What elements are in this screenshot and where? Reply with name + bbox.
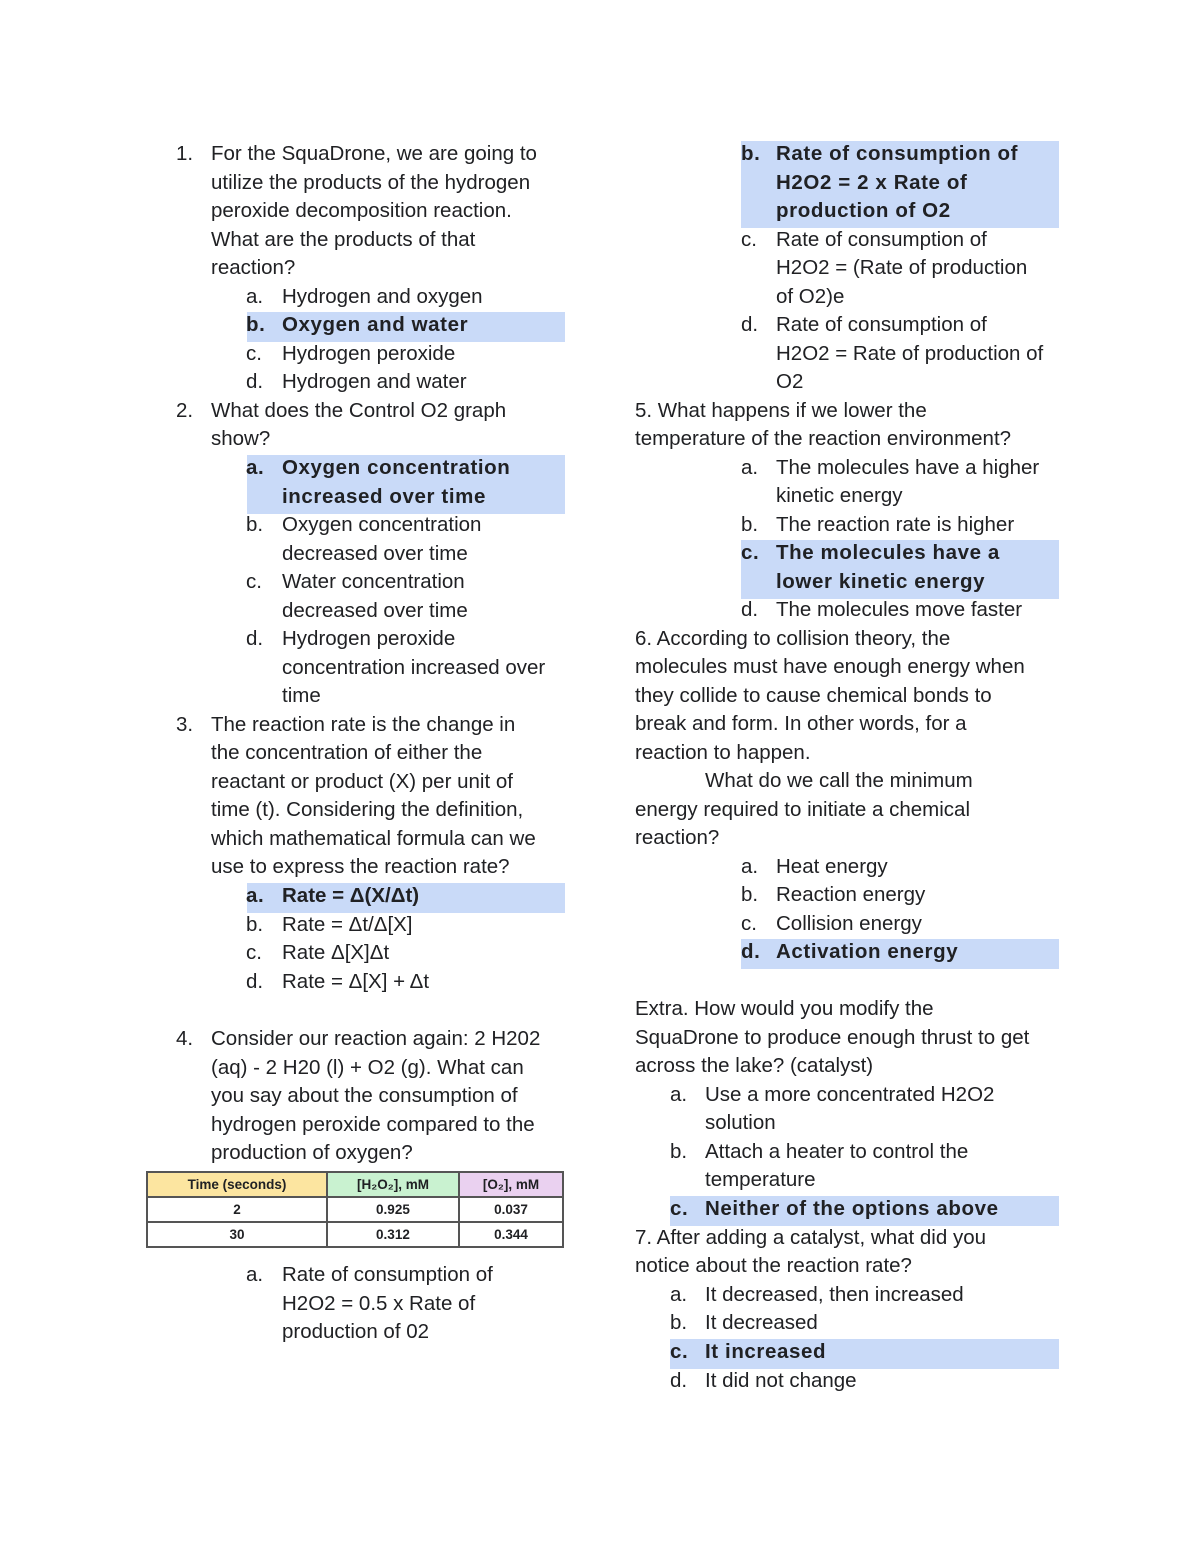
option-text: decreased over time (282, 541, 468, 565)
option-letter: b. (246, 513, 264, 536)
table-cell: 0.925 (327, 1197, 459, 1222)
question-4-text: hydrogen peroxide compared to the (211, 1112, 535, 1136)
extra-question-text: across the lake? (catalyst) (635, 1054, 874, 1077)
option-letter: b. (670, 1139, 688, 1163)
option-text: Water concentration (282, 570, 465, 593)
question-2-number: 2. (176, 398, 194, 422)
question-6-text: break and form. In other words, for a (635, 712, 967, 735)
option-text: Hydrogen peroxide (282, 627, 456, 650)
option-letter: d. (741, 598, 759, 621)
option-letter: b. (246, 912, 264, 936)
option-text: of O2)e (776, 284, 845, 308)
question-5-text: temperature of the reaction environment? (635, 427, 1012, 450)
question-4-text: Consider our reaction again: 2 H202 (211, 1027, 541, 1050)
correct-answer-text: Activation energy (776, 940, 959, 963)
option-letter: b. (670, 1311, 688, 1334)
option-letter: c. (670, 1197, 689, 1220)
option-letter: a. (246, 1263, 264, 1286)
question-3-text: which mathematical formula can we (211, 826, 536, 850)
question-7-text: 7. After adding a catalyst, what did you (635, 1225, 986, 1249)
option-text: Collision energy (776, 911, 922, 935)
option-text: production of 02 (282, 1320, 430, 1343)
option-text: time (282, 684, 321, 707)
option-letter: d. (741, 940, 761, 963)
option-text: Hydrogen and water (282, 370, 467, 393)
correct-answer-text: Rate of consumption of (776, 142, 1019, 165)
option-letter: a. (246, 456, 265, 479)
option-text: kinetic energy (776, 484, 903, 507)
question-4-text: you say about the consumption of (211, 1084, 518, 1107)
option-letter: a. (670, 1282, 688, 1306)
option-text: It did not change (705, 1368, 857, 1392)
correct-answer-text: Oxygen concentration (282, 456, 511, 479)
option-text: Rate Δ[X]Δt (282, 941, 390, 964)
question-3-text: time (t). Considering the definition, (211, 798, 524, 821)
option-letter: a. (670, 1082, 688, 1106)
option-text: concentration increased over (282, 655, 546, 679)
option-letter: a. (741, 854, 759, 878)
question-4-text: (aq) - 2 H20 (l) + O2 (g). What can (211, 1055, 524, 1079)
correct-answer-text: Oxygen and water (282, 313, 469, 336)
option-letter: d. (246, 627, 264, 650)
question-1-text: utilize the products of the hydrogen (211, 170, 531, 194)
question-5-text: 5. What happens if we lower the (635, 398, 927, 422)
option-text: The molecules move faster (776, 598, 1023, 621)
option-text: Rate = Δ[X] + Δt (282, 969, 430, 993)
option-letter: a. (246, 284, 264, 308)
option-letter: d. (246, 370, 264, 393)
option-text: solution (705, 1111, 776, 1134)
correct-answer-text: production of O2 (776, 199, 951, 222)
option-letter: a. (741, 455, 759, 479)
extra-question-text: SquaDrone to produce enough thrust to get (635, 1025, 1030, 1049)
question-7-text: notice about the reaction rate? (635, 1254, 912, 1277)
question-1-number: 1. (176, 142, 194, 165)
question-3-text: reactant or product (X) per unit of (211, 769, 513, 793)
question-6-text: 6. According to collision theory, the (635, 626, 951, 650)
extra-question-text: Extra. How would you modify the (635, 997, 934, 1020)
table-header-row (147, 1172, 563, 1197)
option-text: H2O2 = 0.5 x Rate of (282, 1291, 476, 1315)
option-letter: c. (741, 227, 757, 251)
option-letter: d. (741, 313, 759, 336)
option-letter: c. (246, 570, 262, 593)
option-text: decreased over time (282, 598, 468, 622)
table-row (147, 1197, 563, 1222)
question-6-text: reaction to happen. (635, 740, 811, 764)
question-4-number: 4. (176, 1027, 194, 1050)
correct-answer-text: The molecules have a (776, 541, 1000, 564)
option-text: Attach a heater to control the (705, 1139, 969, 1163)
question-6-prompt: reaction? (635, 826, 720, 849)
concentration-data-table (146, 1171, 564, 1248)
option-text: H2O2 = Rate of production of (776, 341, 1044, 365)
option-text: O2 (776, 370, 804, 393)
option-text: Use a more concentrated H2O2 (705, 1082, 995, 1106)
option-text: The molecules have a higher (776, 455, 1040, 479)
option-text: Hydrogen and oxygen (282, 284, 483, 308)
table-header-time: Time (seconds) (147, 1172, 327, 1197)
question-3-text: the concentration of either the (211, 741, 483, 764)
question-3-text: The reaction rate is the change in (211, 712, 516, 736)
question-2-text: What does the Control O2 graph (211, 398, 507, 422)
option-letter: c. (741, 541, 760, 564)
option-text: Rate of consumption of (282, 1263, 493, 1286)
option-letter: b. (741, 142, 761, 165)
question-6-prompt: energy required to initiate a chemical (635, 797, 971, 821)
table-row (147, 1222, 563, 1247)
option-letter: c. (670, 1340, 689, 1363)
option-text: Oxygen concentration (282, 513, 482, 536)
option-letter: d. (246, 969, 264, 993)
question-1-text: What are the products of that (211, 227, 476, 251)
question-1-text: peroxide decomposition reaction. (211, 199, 512, 222)
option-text: temperature (705, 1168, 816, 1191)
table-header-h2o2: [H₂O₂], mM (327, 1172, 459, 1197)
question-1-text: reaction? (211, 256, 296, 279)
question-4-text: production of oxygen? (211, 1141, 413, 1164)
option-letter: a. (246, 884, 265, 907)
question-6-text: they collide to cause chemical bonds to (635, 683, 992, 707)
question-3-number: 3. (176, 712, 194, 736)
correct-answer-text: lower kinetic energy (776, 569, 986, 593)
option-letter: b. (741, 512, 759, 536)
table-cell: 30 (147, 1222, 327, 1247)
option-text: Rate of consumption of (776, 227, 987, 251)
correct-answer-text: Neither of the options above (705, 1197, 999, 1220)
option-text: It decreased, then increased (705, 1282, 964, 1306)
option-text: It decreased (705, 1311, 818, 1334)
table-header-o2: [O₂], mM (459, 1172, 563, 1197)
option-text: H2O2 = (Rate of production (776, 256, 1028, 279)
correct-answer-text: increased over time (282, 484, 486, 508)
question-2-text: show? (211, 427, 271, 450)
question-3-text: use to express the reaction rate? (211, 855, 510, 878)
table-cell: 2 (147, 1197, 327, 1222)
question-1-text: For the SquaDrone, we are going to (211, 142, 537, 165)
option-text: Hydrogen peroxide (282, 341, 456, 365)
option-letter: d. (670, 1368, 688, 1392)
option-text: Rate = Δt/Δ[X] (282, 912, 413, 936)
option-text: Rate of consumption of (776, 313, 987, 336)
correct-answer-text: Rate = Δ(X/Δt) (282, 884, 420, 907)
question-6-prompt: What do we call the minimum (705, 769, 973, 792)
question-6-text: molecules must have enough energy when (635, 655, 1025, 678)
option-letter: b. (741, 883, 759, 906)
option-text: Heat energy (776, 854, 888, 878)
option-letter: b. (246, 313, 266, 336)
option-text: The reaction rate is higher (776, 512, 1015, 536)
option-letter: c. (741, 911, 757, 935)
table-cell: 0.344 (459, 1222, 563, 1247)
correct-answer-text: H2O2 = 2 x Rate of (776, 170, 968, 194)
table-cell: 0.312 (327, 1222, 459, 1247)
table-cell: 0.037 (459, 1197, 563, 1222)
option-text: Reaction energy (776, 883, 926, 906)
correct-answer-text: It increased (705, 1340, 827, 1363)
option-letter: c. (246, 941, 262, 964)
option-letter: c. (246, 341, 262, 365)
